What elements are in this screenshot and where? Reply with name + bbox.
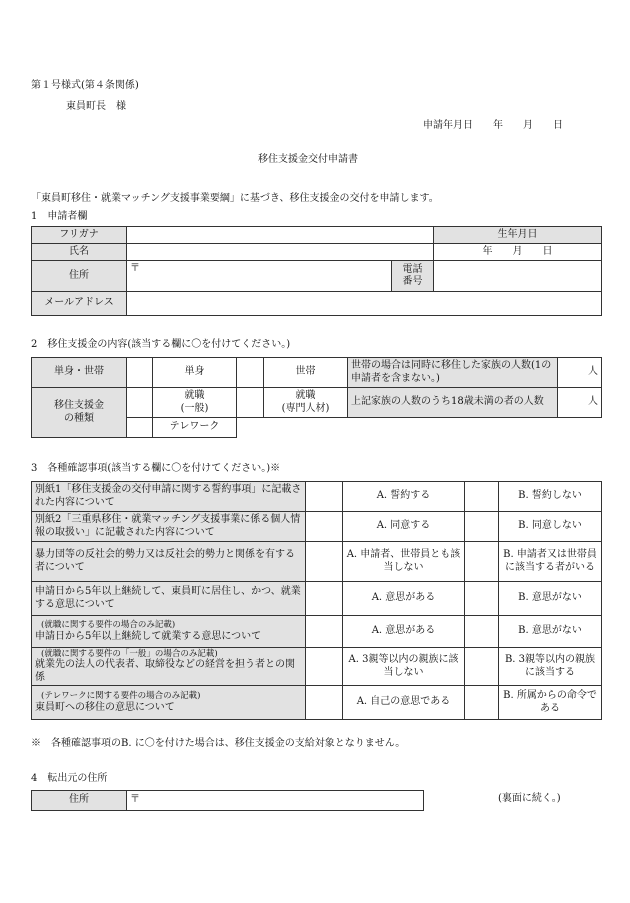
birthdate-label: 生年月日 — [434, 227, 602, 244]
applicant-table — [31, 226, 602, 316]
option-b-check-cell[interactable] — [465, 542, 499, 582]
intro-text: 「東員町移住・就業マッチング支援事業要綱」に基づき、移住支援金の交付を申請します。 — [31, 193, 439, 204]
subsidy-category-line2: の種類 — [64, 412, 94, 424]
subsidy-category-label — [32, 388, 127, 438]
subsidy-category-line1: 移住支援金 — [54, 400, 104, 411]
option-b-label: B. 意思がない — [499, 582, 602, 616]
confirmation-question-cell — [32, 686, 306, 720]
document-title: 移住支援金交付申請書 — [258, 154, 358, 165]
option-a-label: A. 誓約する — [343, 482, 465, 512]
option-b-label: B. 誓約しない — [499, 482, 602, 512]
confirmation-question: 別紙2「三重県移住・就業マッチング支援事業に係る個人情報の取扱い」に記載された内容について — [35, 514, 301, 538]
household-check-cell[interactable] — [237, 358, 264, 388]
confirmation-row — [32, 686, 602, 720]
household-label: 世帯 — [264, 358, 348, 388]
confirmation-question-cell — [32, 512, 306, 542]
subsidy-type-table — [31, 357, 348, 438]
confirmation-row — [32, 512, 602, 542]
employment-specialist-check-cell[interactable] — [237, 388, 264, 418]
option-b-check-cell[interactable] — [465, 512, 499, 542]
single-household-label: 単身・世帯 — [32, 358, 127, 388]
option-a-check-cell[interactable] — [306, 686, 343, 720]
option-a-label: A. 意思がある — [343, 582, 465, 616]
phone-label-line1: 電話 — [402, 263, 423, 275]
confirmation-question: 就業先の法人の代表者、取締役などの経営を担う者との関係 — [35, 659, 295, 683]
option-a-label: A. 3親等以内の親族に該当しない — [343, 648, 465, 686]
option-a-label: A. 同意する — [343, 512, 465, 542]
phone-field[interactable] — [434, 261, 602, 292]
confirmation-question-cell — [32, 482, 306, 512]
confirmation-question-cell — [32, 616, 306, 648]
previous-address-label: 住所 — [32, 791, 127, 811]
previous-address-field[interactable] — [127, 791, 424, 811]
section3-heading: 3 各種確認事項(該当する欄に〇を付けてください。)※ — [31, 463, 281, 474]
employment-general-check-cell[interactable] — [127, 388, 153, 418]
confirmation-note: (就職に関する要件の場合のみ記載) — [41, 619, 176, 630]
confirmation-row — [32, 616, 602, 648]
confirmation-row — [32, 542, 602, 582]
family-count-table — [347, 357, 602, 418]
confirmation-question: 東員町への移住の意思について — [35, 701, 175, 713]
family-count-field[interactable]: 人 — [558, 358, 602, 388]
option-b-check-cell[interactable] — [465, 616, 499, 648]
application-date: 申請年月日 年 月 日 — [423, 120, 563, 131]
email-label: メールアドレス — [32, 292, 127, 316]
option-a-check-cell[interactable] — [306, 616, 343, 648]
birthdate-field[interactable]: 年 月 日 — [434, 244, 602, 261]
confirmation-table — [31, 481, 602, 720]
section4-heading: 4 転出元の住所 — [31, 773, 108, 784]
option-a-check-cell[interactable] — [306, 648, 343, 686]
employment-specialist-line1: 就職 — [295, 390, 316, 401]
option-a-label: A. 意思がある — [343, 616, 465, 648]
option-a-check-cell[interactable] — [306, 582, 343, 616]
telework-check-cell[interactable] — [127, 418, 153, 438]
single-label: 単身 — [153, 358, 237, 388]
furigana-label: フリガナ — [32, 227, 127, 244]
furigana-field[interactable] — [127, 227, 434, 244]
section3-footnote: ※ 各種確認事項のB. に〇を付けた場合は、移住支援金の支給対象となりません。 — [31, 738, 406, 749]
confirmation-row — [32, 482, 602, 512]
continued-note: (裏面に続く。) — [498, 793, 561, 804]
option-a-check-cell[interactable] — [306, 512, 343, 542]
confirmation-note: (テレワークに関する要件の場合のみ記載) — [41, 690, 201, 701]
form-number: 第１号様式(第４条関係) — [31, 80, 139, 91]
phone-label-line2: 番号 — [402, 276, 423, 287]
option-b-check-cell[interactable] — [465, 582, 499, 616]
address-label: 住所 — [32, 261, 127, 292]
confirmation-question: 申請日から5年以上継続して就業する意思について — [35, 630, 262, 642]
address-field[interactable] — [127, 261, 392, 292]
option-a-label: A. 申請者、世帯員とも該当しない — [343, 542, 465, 582]
previous-address-table — [31, 790, 424, 811]
confirmation-row — [32, 648, 602, 686]
employment-specialist-label — [264, 388, 348, 418]
family-under18-field[interactable]: 人 — [558, 388, 602, 418]
option-b-check-cell[interactable] — [465, 482, 499, 512]
confirmation-row — [32, 582, 602, 616]
option-a-check-cell[interactable] — [306, 542, 343, 582]
option-a-label: A. 自己の意思である — [343, 686, 465, 720]
family-count-label: 世帯の場合は同時に移住した家族の人数(1の申請者を含まない。) — [348, 358, 558, 388]
option-b-label: B. 3親等以内の親族に該当する — [499, 648, 602, 686]
name-field[interactable] — [127, 244, 434, 261]
postal-mark: 〒 — [130, 263, 140, 274]
option-b-check-cell[interactable] — [465, 648, 499, 686]
confirmation-question-cell — [32, 542, 306, 582]
option-b-check-cell[interactable] — [465, 686, 499, 720]
employment-general-line1: 就職 — [184, 390, 205, 401]
employment-general-label — [153, 388, 237, 418]
single-check-cell[interactable] — [127, 358, 153, 388]
addressee: 東員町長 様 — [66, 101, 126, 112]
option-b-label: B. 申請者又は世帯員に該当する者がいる — [499, 542, 602, 582]
family-under18-label: 上記家族の人数のうち18歳未満の者の人数 — [348, 388, 558, 418]
employment-general-line2: (一般) — [180, 402, 209, 414]
name-label: 氏名 — [32, 244, 127, 261]
employment-specialist-line2: (専門人材) — [281, 402, 330, 414]
email-field[interactable] — [127, 292, 602, 316]
confirmation-note: (就職に関する要件の「一般」の場合のみ記載) — [41, 648, 218, 659]
phone-label — [392, 261, 434, 292]
option-a-check-cell[interactable] — [306, 482, 343, 512]
confirmation-question: 別紙1「移住支援金の交付申請に関する誓約事項」に記載された内容について — [35, 484, 302, 508]
confirmation-question: 暴力団等の反社会的勢力又は反社会的勢力と関係を有する者について — [35, 549, 295, 573]
confirmation-question-cell — [32, 648, 306, 686]
section1-heading: 1 申請者欄 — [31, 211, 88, 222]
previous-postal-mark: 〒 — [130, 794, 140, 806]
confirmation-question: 申請日から5年以上継続して、東員町に居住し、かつ、就業する意思について — [35, 586, 301, 610]
section2-heading: 2 移住支援金の内容(該当する欄に〇を付けてください。) — [31, 339, 291, 350]
telework-label: テレワーク — [153, 418, 237, 438]
confirmation-question-cell — [32, 582, 306, 616]
option-b-label: B. 意思がない — [499, 616, 602, 648]
option-b-label: B. 同意しない — [499, 512, 602, 542]
option-b-label: B. 所属からの命令である — [499, 686, 602, 720]
